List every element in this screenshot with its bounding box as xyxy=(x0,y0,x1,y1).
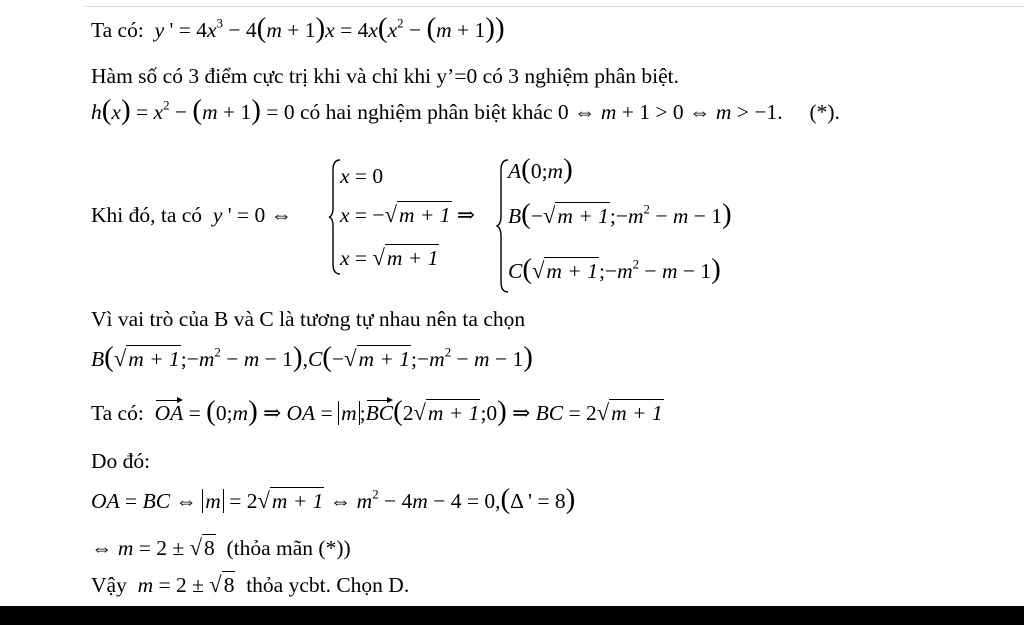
derivative-line: Ta có: y ' = $4x^3 - 4(m + 1)x = 4x(x^2 - (m + 1))$ xyxy=(91,12,505,44)
ta-co-label: Ta có: xyxy=(91,18,144,42)
do-do-line: Do đó: xyxy=(91,449,151,473)
vay-label: Vậy xyxy=(91,573,127,597)
symmetry-line: Vì vai trò của B và C là tương tự nhau nên ta chọn xyxy=(91,307,526,331)
khi-do-label: Khi đó, ta có xyxy=(91,203,203,227)
sys1-row3: x = √m + 1 xyxy=(340,245,439,270)
khi-do-line: Khi đó, ta có y ' = 0 ⇔ xyxy=(91,203,293,227)
h-function-line: $h(x) = x^2 - (m + 1) = 0$ có hai nghiệm phân biệt khác 0 ⇔ m + 1 > 0 ⇔ m > −1. (*). xyxy=(91,94,840,126)
cropped-top-edge xyxy=(84,0,1024,7)
point-b: $B(-√m + 1;-m^2 - m - 1)$ xyxy=(508,198,732,230)
solution-line: ⇔ m = 2 ± √8 (thỏa mãn (*)) xyxy=(91,535,351,560)
star-marker: (*). xyxy=(809,100,840,124)
chosen-points-line: $B(√m + 1;-m^2 - m - 1),C(-√m$ + $1;-m^2 - m - 1$) xyxy=(91,341,533,373)
equation-line: OA = BC ⇔ m = 2√m + 1 ⇔ $m^2 - 4m - 4 = 0,(\Delta$ ' = 8) xyxy=(91,483,576,515)
conclusion-line: Vậy m = 2 ± √8 thỏa ycbt. Chọn D. xyxy=(91,572,410,597)
h-condition-text: có hai nghiệm phân biệt khác 0 xyxy=(299,100,569,124)
point-a: A(0;m) xyxy=(508,153,573,185)
vectors-line: Ta có: OA = (0;m) ⇒ OA = m ;BC(2√m + 1;0) ⇒ BC = 2√m + 1 xyxy=(91,395,663,427)
bottom-black-bar xyxy=(0,606,1024,625)
sys1-row2: x = −√m + 1 ⇒ xyxy=(340,202,475,227)
ta-co-label-2: Ta có: xyxy=(91,401,144,425)
point-c: $C(√m + 1;-m^2 - m - 1)$ xyxy=(508,253,721,285)
extrema-condition-line: Hàm số có 3 điểm cực trị khi và chỉ khi y’=0 có 3 nghiệm phân biệt. xyxy=(91,64,680,88)
conclusion-text: thỏa ycbt. Chọn D. xyxy=(246,573,410,597)
satisfies-text: (thỏa mãn (*)) xyxy=(226,536,351,560)
sys1-row1: x = 0 xyxy=(340,164,384,188)
